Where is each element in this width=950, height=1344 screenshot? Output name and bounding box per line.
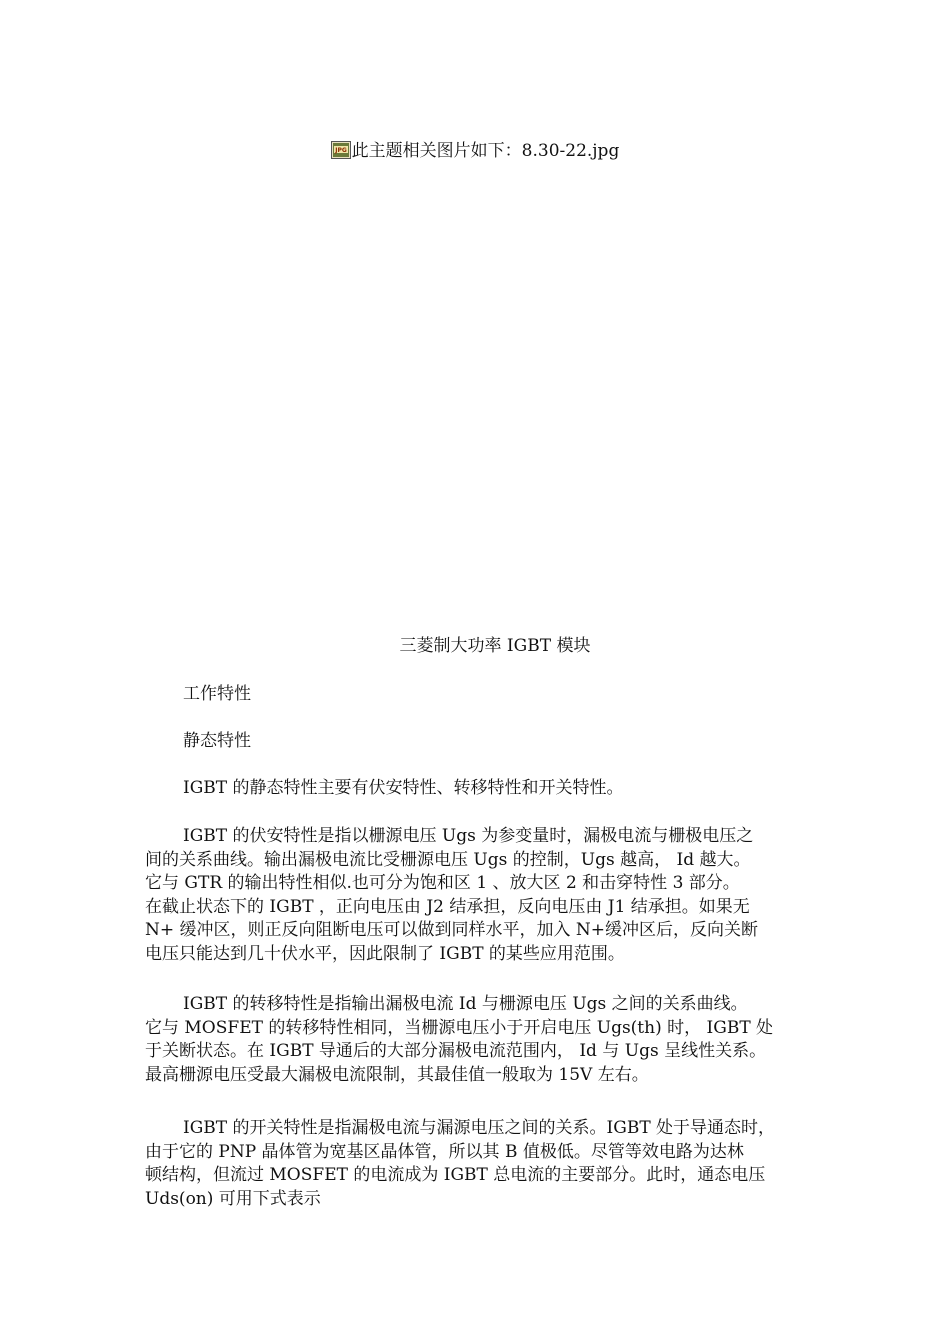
- paragraph-switching: [145, 1117, 825, 1211]
- paragraph-transfer: [145, 993, 825, 1087]
- paragraph-line: Uds(on) 可用下式表示: [145, 1188, 321, 1209]
- svg-text:JPG: JPG: [334, 147, 347, 154]
- document-title: 三菱制大功率 IGBT 模块: [399, 636, 591, 656]
- image-caption-text: 此主题相关图片如下：8.30-22.jpg: [351, 141, 620, 161]
- paragraph-line: IGBT 的开关特性是指漏极电流与漏源电压之间的关系。IGBT 处于导通态时，: [183, 1118, 776, 1138]
- image-caption: [0, 139, 950, 163]
- paragraph-line: 最高栅源电压受最大漏极电流限制，其最佳值一般取为 15V 左右。: [145, 1064, 649, 1085]
- paragraph-line: IGBT 的伏安特性是指以栅源电压 Ugs 为参变量时，漏极电流与栅极电压之: [183, 826, 754, 846]
- heading-static-characteristics: 静态特性: [183, 731, 251, 751]
- paragraph-line: 于关断状态。在 IGBT 导通后的大部分漏极电流范围内， Id 与 Ugs 呈线性关系。: [145, 1041, 767, 1062]
- paragraph-line: 它与 GTR 的输出特性相似.也可分为饱和区 1 、放大区 2 和击穿特性 3 部分。: [145, 873, 740, 894]
- paragraph-line: 电压只能达到几十伏水平，因此限制了 IGBT 的某些应用范围。: [145, 943, 625, 964]
- paragraph-line: N+ 缓冲区，则正反向阻断电压可以做到同样水平，加入 N+缓冲区后，反向关断: [145, 920, 759, 941]
- paragraph-voltampere: [145, 825, 825, 967]
- paragraph-line: 间的关系曲线。输出漏极电流比受栅源电压 Ugs 的控制，Ugs 越高， Id 越大。: [145, 849, 751, 870]
- paragraph-line: 在截止状态下的 IGBT ，正向电压由 J2 结承担，反向电压由 J1 结承担。如果无: [145, 896, 750, 917]
- heading-working-characteristics: 工作特性: [183, 684, 251, 704]
- jpg-file-icon[interactable]: [331, 141, 351, 159]
- paragraph-line: 顿结构，但流过 MOSFET 的电流成为 IGBT 总电流的主要部分。此时，通态电压: [145, 1165, 766, 1186]
- intro-paragraph: IGBT 的静态特性主要有伏安特性、转移特性和开关特性。: [183, 778, 624, 798]
- paragraph-line: 它与 MOSFET 的转移特性相同，当栅源电压小于开启电压 Ugs(th) 时， IGBT 处: [145, 1017, 774, 1038]
- paragraph-line: 由于它的 PNP 晶体管为宽基区晶体管，所以其 B 值极低。尽管等效电路为达林: [145, 1141, 744, 1162]
- paragraph-line: IGBT 的转移特性是指输出漏极电流 Id 与栅源电压 Ugs 之间的关系曲线。: [183, 994, 748, 1014]
